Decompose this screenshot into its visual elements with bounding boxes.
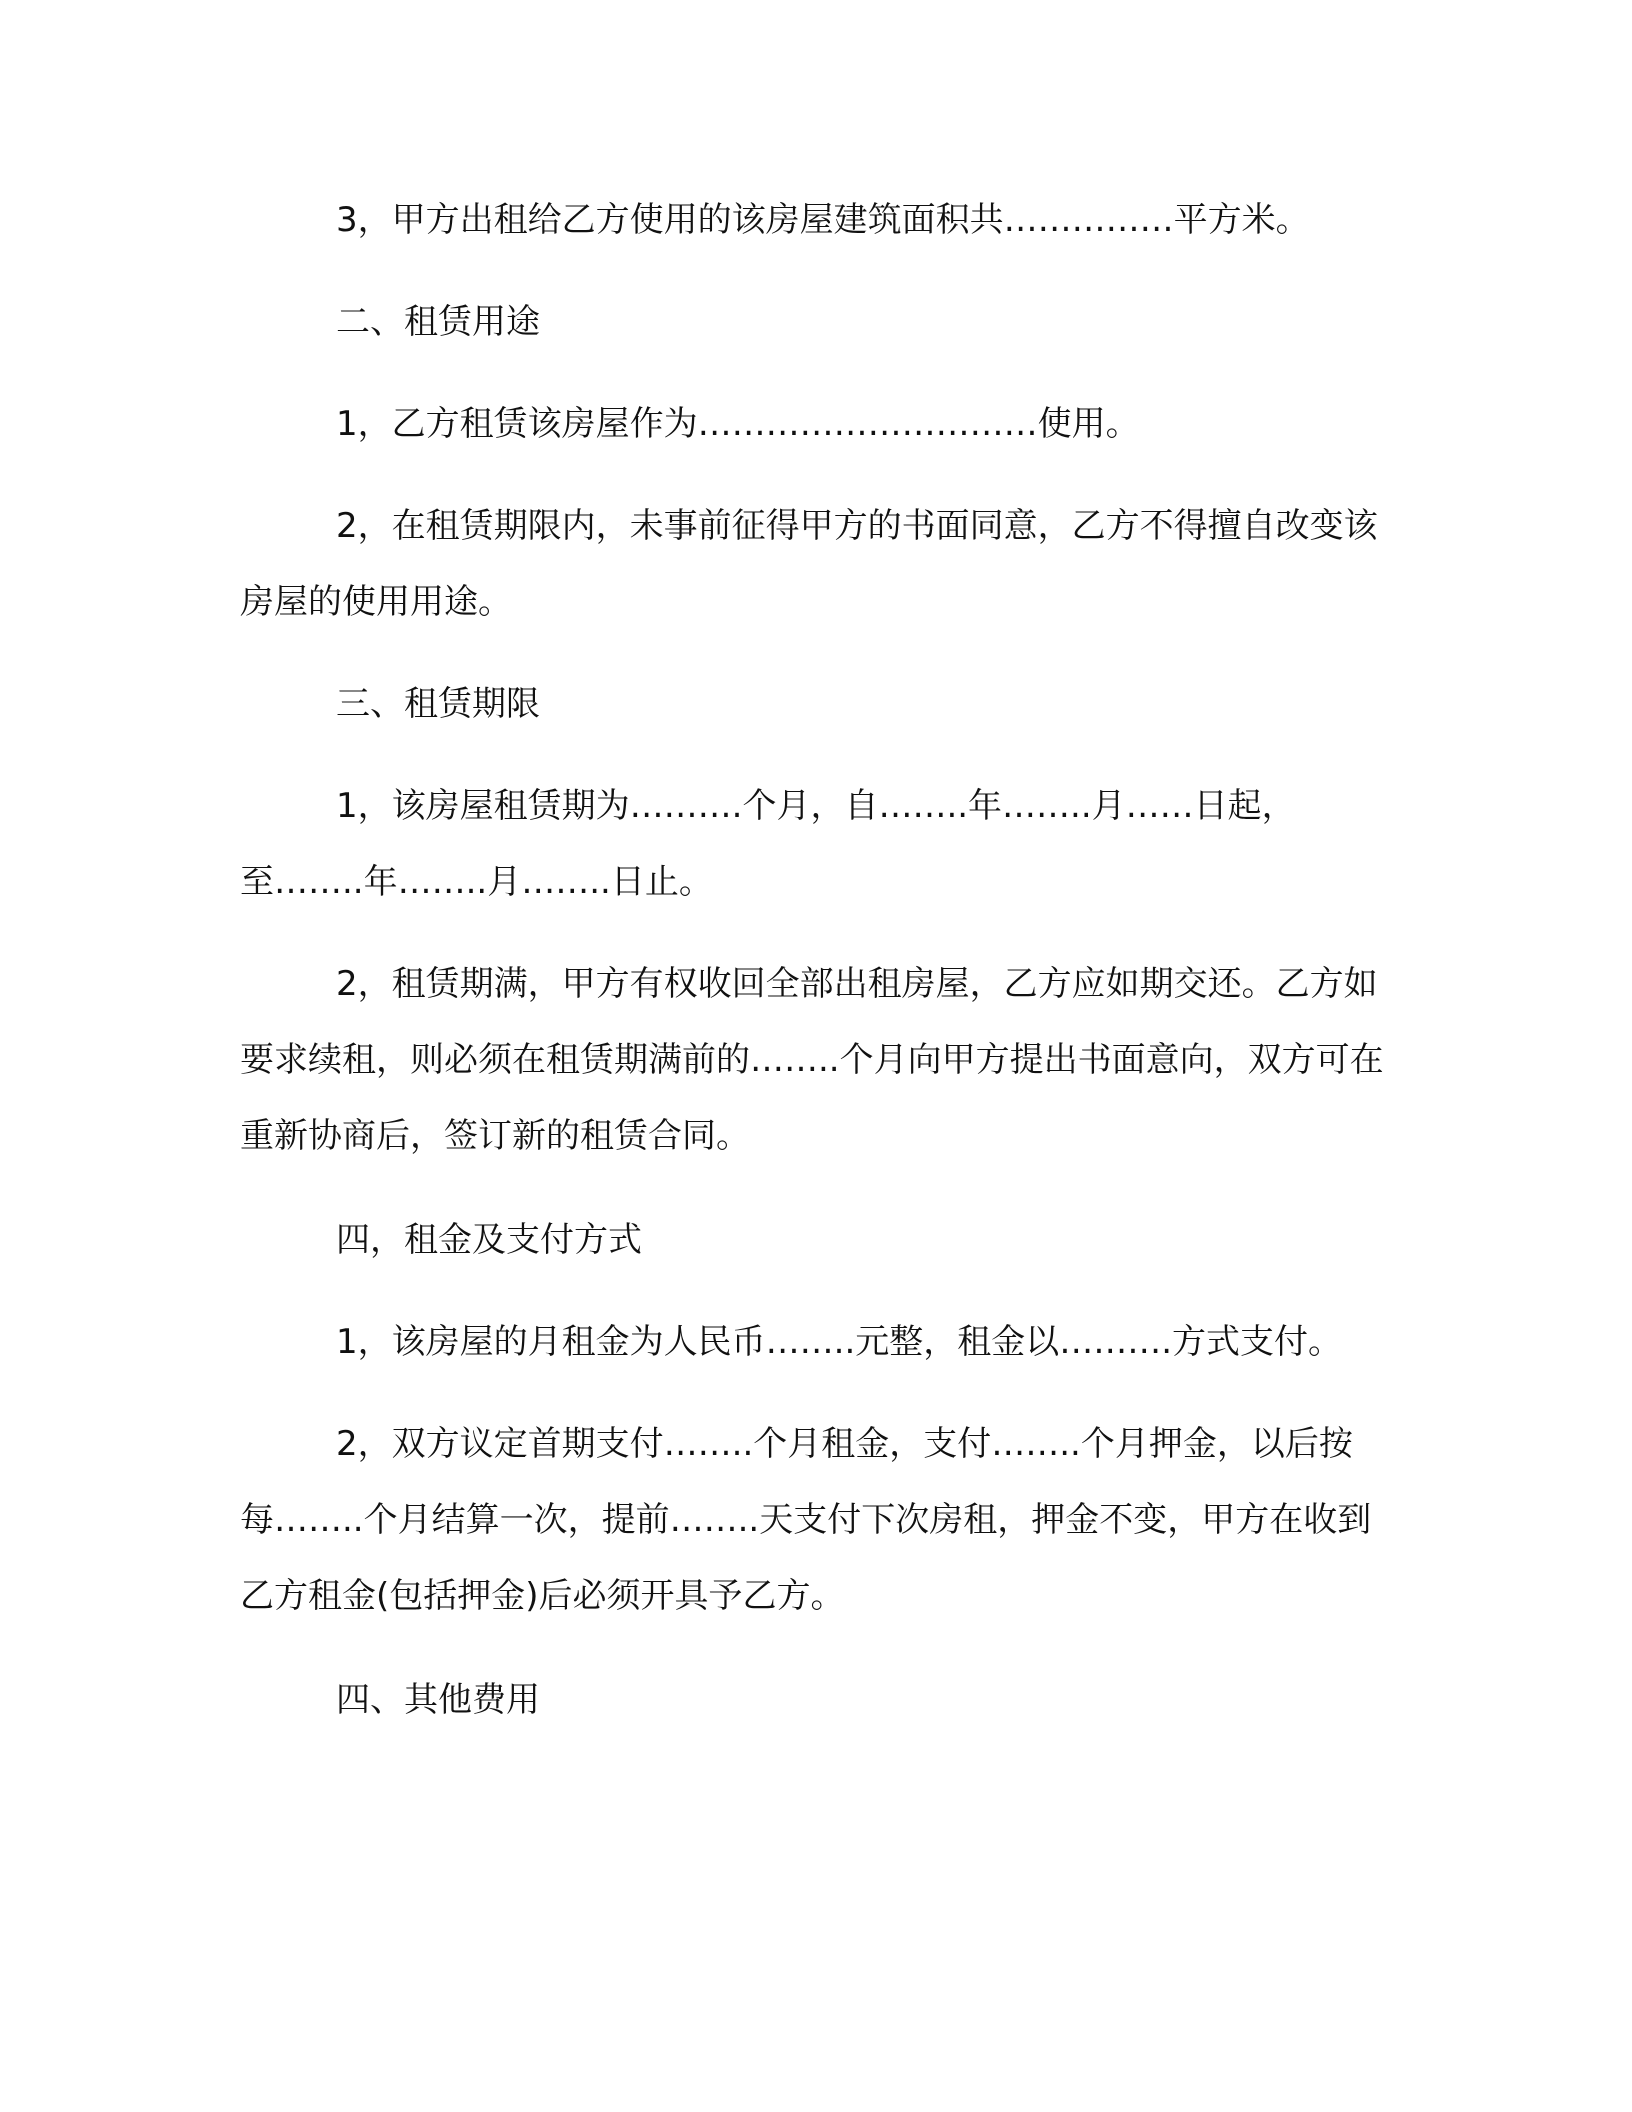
clause-area: 3，甲方出租给乙方使用的该房屋建筑面积共……………平方米。 — [336, 200, 1310, 240]
clause-rent-amount: 1，该房屋的月租金为人民币……..元整，租金以……….方式支付。 — [336, 1322, 1343, 1362]
section-heading-term: 三、租赁期限 — [336, 684, 540, 724]
section-heading-rent: 四，租金及支付方式 — [336, 1220, 642, 1260]
clause-rent-payment: 2，双方议定首期支付……..个月租金，支付……..个月押金，以后按每……..个月结算一次，提前……..天支付下次房租，押金不变，甲方在收到乙方租金(包括押金)后必须开具予乙方。 — [240, 1424, 1372, 1616]
clause-term-renewal: 2，租赁期满，甲方有权收回全部出租房屋，乙方应如期交还。乙方如要求续租，则必须在租赁期满前的……..个月向甲方提出书面意向，双方可在重新协商后，签订新的租赁合同。 — [240, 964, 1384, 1156]
clause-term-period: 1，该房屋租赁期为……….个月，自……..年……..月……日起，至……..年……..月……..日止。 — [240, 786, 1296, 902]
clause-usage-purpose: 1，乙方租赁该房屋作为…………………………使用。 — [336, 404, 1140, 444]
section-heading-usage: 二、租赁用途 — [336, 302, 540, 342]
section-heading-other-fees: 四、其他费用 — [336, 1680, 540, 1720]
clause-usage-restriction: 2，在租赁期限内，未事前征得甲方的书面同意，乙方不得擅自改变该房屋的使用用途。 — [240, 506, 1378, 622]
